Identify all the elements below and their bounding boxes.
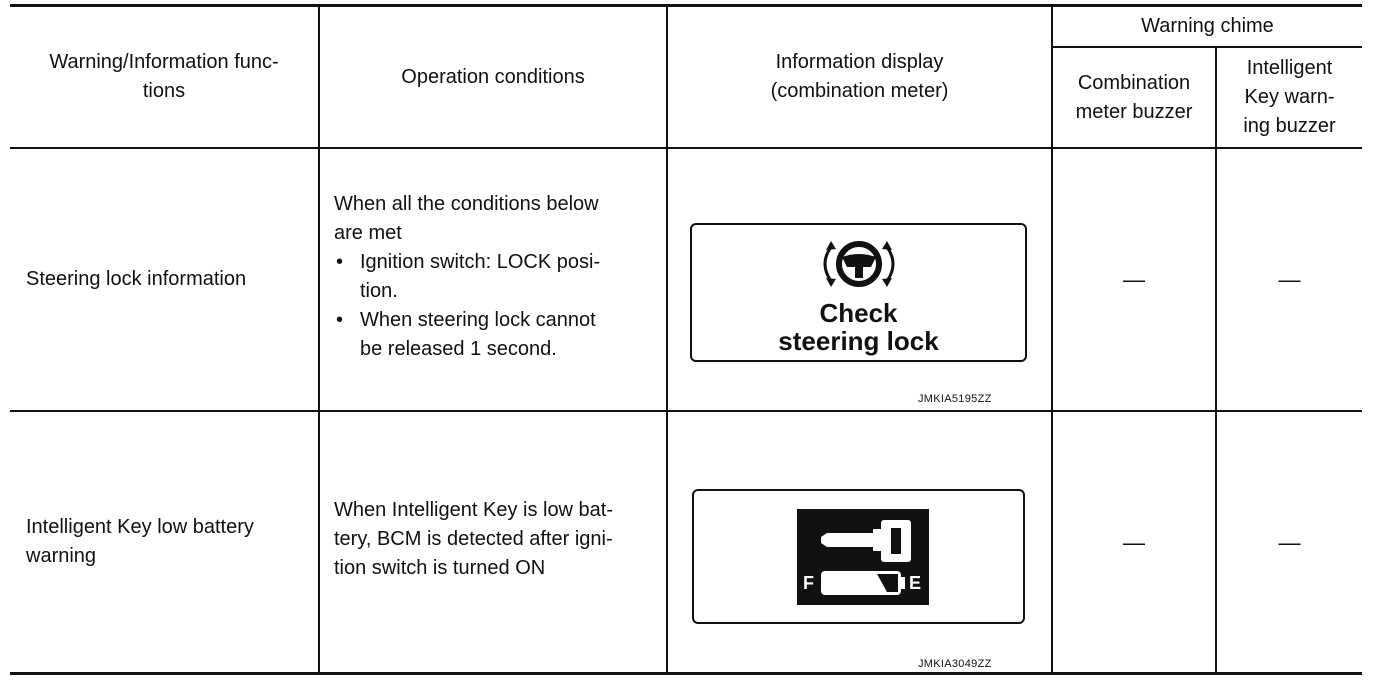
row2-key-buzzer-dash: — — [1278, 529, 1301, 555]
battery-full-label: F — [803, 573, 814, 593]
row2-meter-buzzer — [1053, 412, 1215, 672]
header-meter-buzzer-text: Combination meter buzzer — [1075, 71, 1193, 123]
row1-function — [10, 149, 318, 410]
key-battery-icon — [797, 509, 929, 605]
header-display — [668, 7, 1051, 147]
row2-function — [10, 412, 318, 672]
header-key-buzzer-text: Intelligent Key warn- ing buzzer — [1243, 57, 1336, 137]
header-chime — [1053, 7, 1362, 46]
row1-key-buzzer-dash: — — [1278, 267, 1301, 292]
bullet-dot: • — [336, 251, 344, 273]
header-conditions — [320, 7, 666, 147]
row1-bullet-1-text: Ignition switch: LOCK posi- tion. — [360, 251, 601, 302]
row2-display — [668, 412, 1051, 672]
row2-key-buzzer — [1217, 412, 1362, 672]
row1-conditions-intro: When all the conditions below are met — [334, 193, 599, 244]
header-key-buzzer — [1217, 48, 1362, 147]
row1-bullet-2-text: When steering lock cannot be released 1 second. — [360, 309, 596, 360]
warning-function-table — [10, 4, 1362, 675]
header-display-text: Information display (combination meter) — [770, 51, 949, 102]
row2-conditions — [320, 496, 666, 596]
row2-conditions-text: When Intelligent Key is low bat- tery, BCM is detected after igni- tion switch is turned ON — [334, 499, 614, 579]
row2-figure-code: JMKIA3049ZZ — [918, 658, 992, 670]
row2-meter-buzzer-dash: — — [1123, 529, 1145, 555]
battery-empty-label: E — [909, 573, 922, 593]
row1-conditions — [320, 190, 666, 380]
row1-bullet-1 — [334, 248, 658, 306]
header-function-text: Warning/Information func- tions — [49, 51, 279, 102]
row1-figure-code: JMKIA5195ZZ — [918, 393, 992, 405]
row1-display — [668, 149, 1051, 410]
bullet-dot: • — [336, 309, 344, 331]
row1-bullet-2 — [334, 306, 658, 364]
steering-lock-display-panel — [690, 223, 1027, 362]
row1-meter-buzzer — [1053, 149, 1215, 410]
header-conditions-text: Operation conditions — [401, 65, 585, 88]
table-bottom-rule — [10, 672, 1362, 675]
row1-meter-buzzer-dash: — — [1123, 267, 1145, 292]
low-battery-display-panel — [692, 489, 1025, 624]
header-meter-buzzer — [1053, 48, 1215, 147]
steering-lock-display-text: Check steering lock — [778, 298, 939, 356]
header-chime-text: Warning chime — [1141, 15, 1274, 37]
row1-function-text: Steering lock information — [26, 268, 247, 290]
header-function — [10, 7, 318, 147]
steering-wheel-icon — [809, 233, 909, 295]
row2-function-text: Intelligent Key low battery warning — [26, 516, 254, 567]
row1-key-buzzer — [1217, 149, 1362, 410]
